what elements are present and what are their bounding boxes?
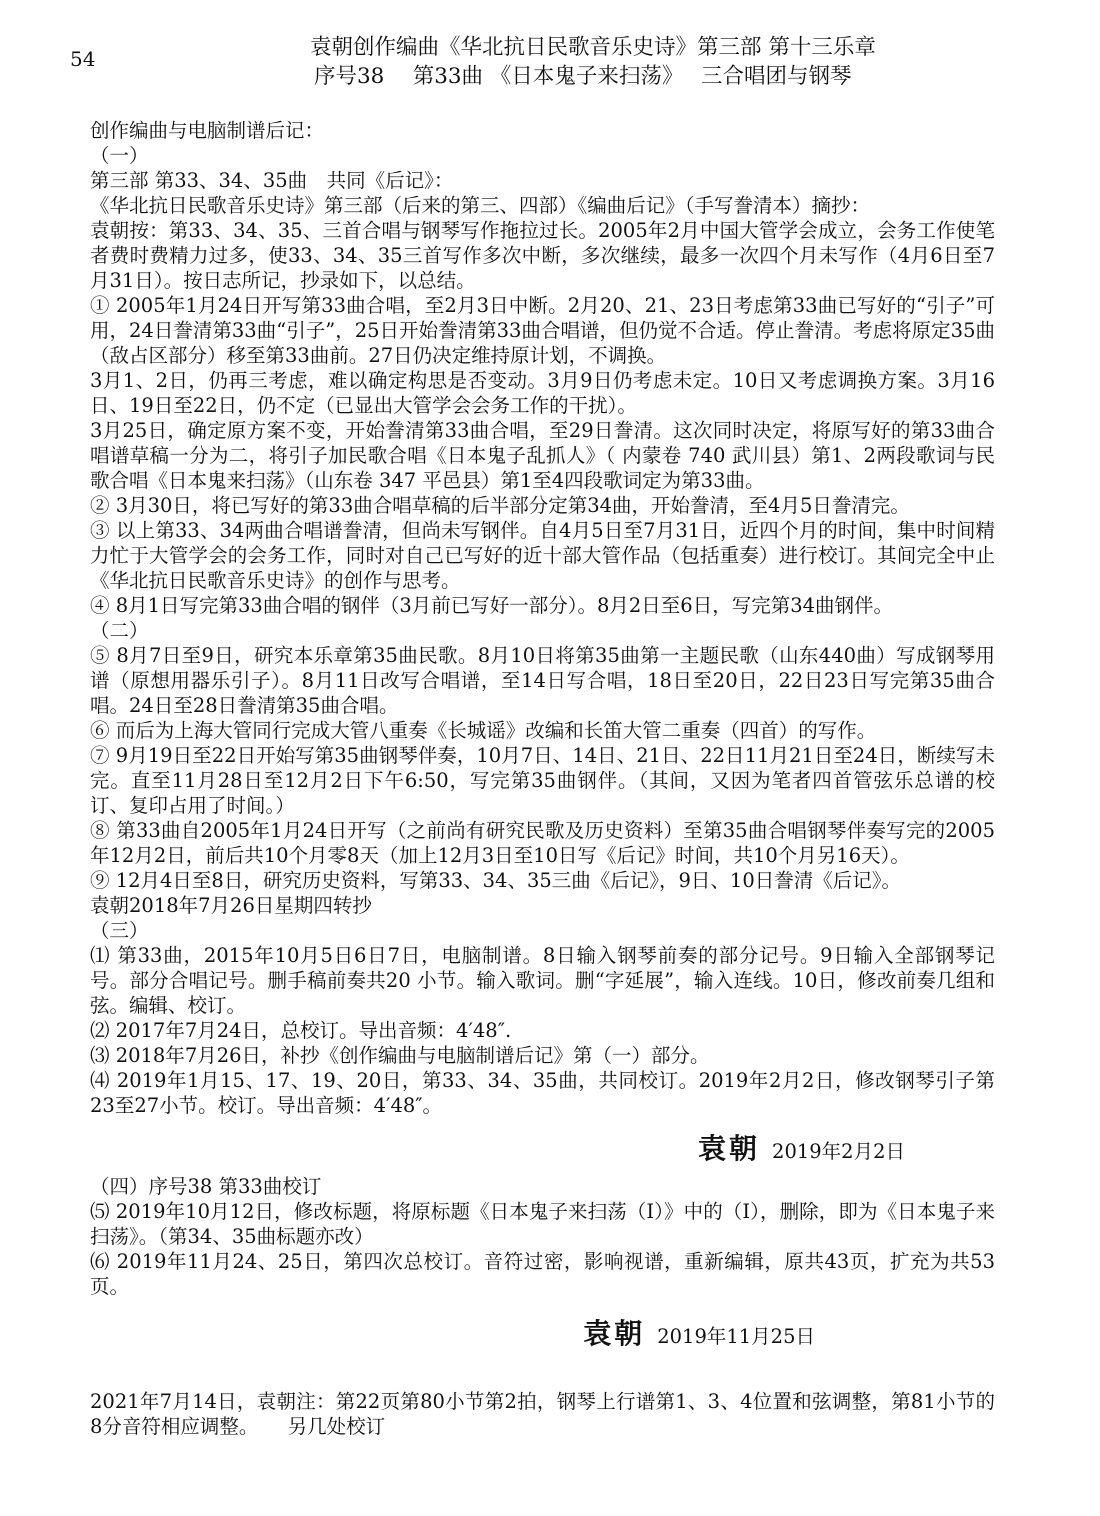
signature-name: 袁朝	[698, 1132, 761, 1165]
header-title: 袁朝创作编曲《华北抗日民歌音乐史诗》第三部 第十三乐章	[310, 35, 876, 60]
signature-date: 2019年11月25日	[657, 1325, 815, 1348]
paragraph: （二）	[90, 619, 149, 642]
page-header	[310, 33, 1030, 91]
afterword-body	[90, 118, 995, 1439]
paragraph: ⑤ 8月7日至9日，研究本乐章第35曲民歌。8月10日将第35曲第一主题民歌（山东440曲）写成钢琴用谱（原想用器乐引子）。8月11日改写合唱谱，至14日写合唱，18日至20日，22日23日写完第35曲合唱。24日至28日誊清第35曲合唱。	[90, 644, 995, 717]
paragraph: ② 3月30日，将已写好的第33曲合唱草稿的后半部分定第34曲，开始誊清，至4月5日誊清完。	[90, 494, 910, 517]
paragraph: ④ 8月1日写完第33曲合唱的钢伴（3月前已写好一部分）。8月2日至6日，写完第34曲钢伴。	[90, 594, 894, 617]
paragraph: （一）	[90, 144, 149, 167]
header-subtitle: 序号38 第33曲 《日本鬼子来扫荡》 三合唱团与钢琴	[314, 64, 852, 89]
paragraph: ③ 以上第33、34两曲合唱谱誊清，但尚未写钢伴。自4月5日至7月31日，近四个月的时间，集中时间精力忙于大管学会的会务工作，同时对自己已写好的近十部大管作品（包括重奏）进行校订。其间完全中止《华北抗日民歌音乐史诗》的创作与思考。	[90, 519, 995, 592]
signature-name: 袁朝	[583, 1317, 646, 1350]
paragraph: 第三部 第33、34、35曲 共同《后记》：	[90, 169, 454, 192]
paragraph: ⑸ 2019年10月12日，修改标题，将原标题《日本鬼子来扫荡（Ⅰ）》中的（Ⅰ），删除，即为《日本鬼子来扫荡》。（第34、35曲标题亦改）	[90, 1200, 995, 1248]
paragraph: ⑥ 而后为上海大管同行完成大管八重奏《长城谣》改编和长笛大管二重奏（四首）的写作。	[90, 719, 877, 742]
paragraph: 创作编曲与电脑制谱后记：	[90, 119, 325, 142]
signature-block	[90, 1317, 995, 1350]
paragraph: ⑵ 2017年7月24日，总校订。导出音频：4′48″.	[90, 1019, 512, 1042]
paragraph: ⑦ 9月19日至22日开始写第35曲钢琴伴奏，10月7日、14日、21日、22日11月21日至24日，断续写未完。直至11月28日至12月2日下午6:50，写完第35曲钢伴。（其间，又因为笔者四首管弦乐总谱的校订、复印占用了时间。）	[90, 744, 995, 817]
paragraph: （三）	[90, 919, 149, 942]
paragraph: ⑴ 第33曲，2015年10月5日6日7日，电脑制谱。8日输入钢琴前奏的部分记号。9日输入全部钢琴记号。部分合唱记号。删手稿前奏共20 小节。输入歌词。删“字延展”，输入连线。10日，修改前奏几组和弦。编辑、校订。	[90, 944, 995, 1017]
paragraph: 袁朝2018年7月26日星期四转抄	[90, 894, 372, 917]
paragraph: （四）序号38 第33曲校订	[90, 1175, 322, 1198]
paragraph: 3月25日，确定原方案不变，开始誊清第33曲合唱，至29日誊清。这次同时决定，将原写好的第33曲合唱谱草稿一分为二，将引子加民歌合唱《日本鬼子乱抓人》（ 内蒙卷 740 武川县）第1、2两段歌词与民歌合唱《日本鬼来扫荡》（山东卷 347 平邑县）第1至4四段歌词定为第33曲。	[90, 419, 995, 492]
paragraph: ⑶ 2018年7月26日，补抄《创作编曲与电脑制谱后记》第（一）部分。	[90, 1044, 710, 1067]
paragraph: ⑨ 12月4日至8日，研究历史资料，写第33、34、35三曲《后记》，9日、10日誊清《后记》。	[90, 869, 901, 892]
paragraph: 3月1、2日，仍再三考虑，难以确定构思是否变动。3月9日仍考虑未定。10日又考虑调换方案。3月16日、19日至22日，仍不定（已显出大管学会会务工作的干扰）。	[90, 369, 995, 417]
paragraph: ⑹ 2019年11月24、25日，第四次总校订。音符过密，影响视谱，重新编辑，原共43页，扩充为共53页。	[90, 1250, 995, 1298]
page-number: 54	[70, 47, 96, 71]
paragraph: ⑷ 2019年1月15、17、19、20日，第33、34、35曲，共同校订。2019年2月2日，修改钢琴引子第23至27小节。校订。导出音频：4′48″。	[90, 1069, 995, 1117]
paragraph: 袁朝按：第33、34、35、三首合唱与钢琴写作拖拉过长。2005年2月中国大管学会成立，会务工作使笔者费时费精力过多，使33、34、35三首写作多次中断，多次继续，最多一次四个月未写作（4月6日至7月31日）。按日志所记，抄录如下，以总结。	[90, 219, 995, 292]
paragraph: 《华北抗日民歌音乐史诗》第三部（后来的第三、四部）《编曲后记》（手写誊清本）摘抄：	[90, 194, 871, 217]
footer-note: 2021年7月14日，袁朝注：第22页第80小节第2拍，钢琴上行谱第1、3、4位置和弦调整，第81小节的8分音符相应调整。 另几处校订	[90, 1390, 995, 1438]
signature-block	[90, 1132, 995, 1165]
signature-date: 2019年2月2日	[772, 1140, 905, 1163]
paragraph: ⑧ 第33曲自2005年1月24日开写（之前尚有研究民歌及历史资料）至第35曲合唱钢琴伴奏写完的2005年12月2日，前后共10个月零8天（加上12月3日至10日写《后记》时间，共10个月另16天）。	[90, 819, 995, 867]
paragraph: ① 2005年1月24日开写第33曲合唱，至2月3日中断。2月20、21、23日考虑第33曲已写好的“引子”可用，24日誊清第33曲“引子”，25日开始誊清第33曲合唱谱，但仍觉不合适。停止誊清。考虑将原定35曲（敌占区部分）移至第33曲前。27日仍决定维持原计划，不调换。	[90, 294, 995, 367]
